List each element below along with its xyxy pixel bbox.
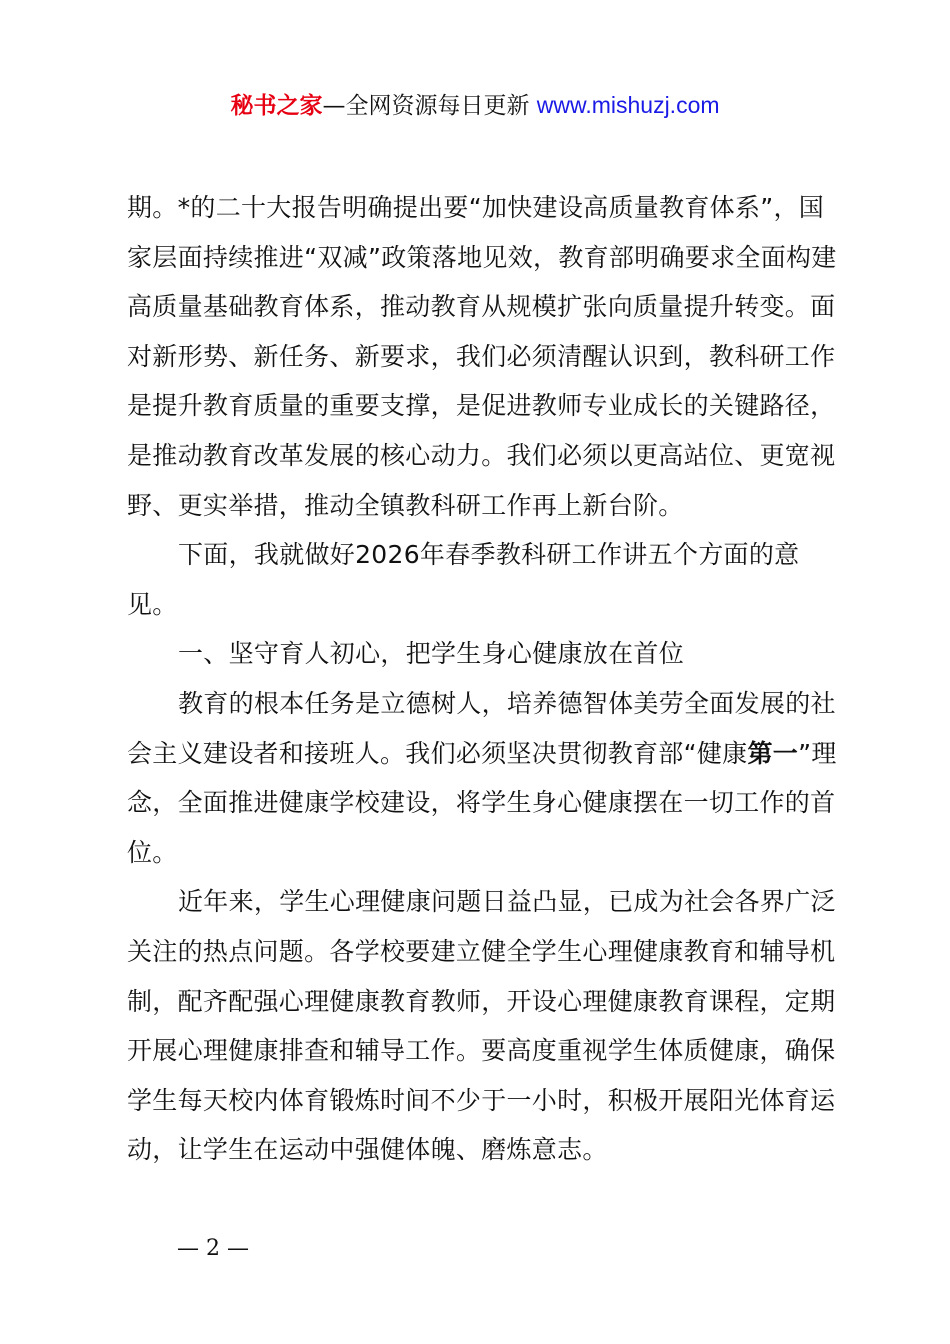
paragraph-health-first — [127, 679, 839, 877]
paragraph-intro: 下面，我就做好2026年春季教科研工作讲五个方面的意见。 — [127, 540, 800, 619]
paragraph-continuation: 期。*的二十大报告明确提出要“加快建设高质量教育体系”，国家层面持续推进“双减”政策落地见效，教育部明确要求全面构建高质量基础教育体系，推动教育从规模扩张向质量提升转变。面对新形势、新任务、新要求，我们必须清醒认识到，教科研工作是提升教育质量的重要支撑，是促进教师专业成长的关键路径，是推动教育改革发展的核心动力。我们必须以更高站位、更宽视野、更实举措，推动全镇教科研工作再上新台阶。 — [127, 193, 837, 520]
page-number: — 2 — — [177, 1236, 249, 1261]
paragraph-health-first-part-a: 教育的根本任务是立德树人，培养德智体美劳全面发展的社会主义建设者和接班人。我们必须坚决贯彻教育部“健康 — [127, 688, 836, 768]
document-body — [127, 183, 839, 1175]
paragraph-mental-health: 近年来，学生心理健康问题日益凸显，已成为社会各界广泛关注的热点问题。各学校要建立健全学生心理健康教育和辅导机制，配齐配强心理健康教育教师，开设心理健康教育课程，定期开展心理健康排查和辅导工作。要高度重视学生体质健康，确保学生每天校内体育锻炼时间不少于一小时，积极开展阳光体育运动，让学生在运动中强健体魄、磨炼意志。 — [127, 887, 836, 1165]
header-tagline: —全网资源每日更新 — [322, 93, 537, 119]
header-url[interactable]: www.mishuzj.com — [536, 92, 720, 118]
header-brand: 秘书之家 — [230, 93, 323, 119]
page-header — [0, 88, 950, 123]
paragraph-health-first-part-b: ”理念，全面推进健康学校建设，将学生身心健康摆在一切工作的首位。 — [127, 738, 837, 867]
section-heading-1: 一、坚守育人初心，把学生身心健康放在首位 — [178, 639, 685, 669]
paragraph-health-first-bold: 第一 — [747, 738, 799, 768]
